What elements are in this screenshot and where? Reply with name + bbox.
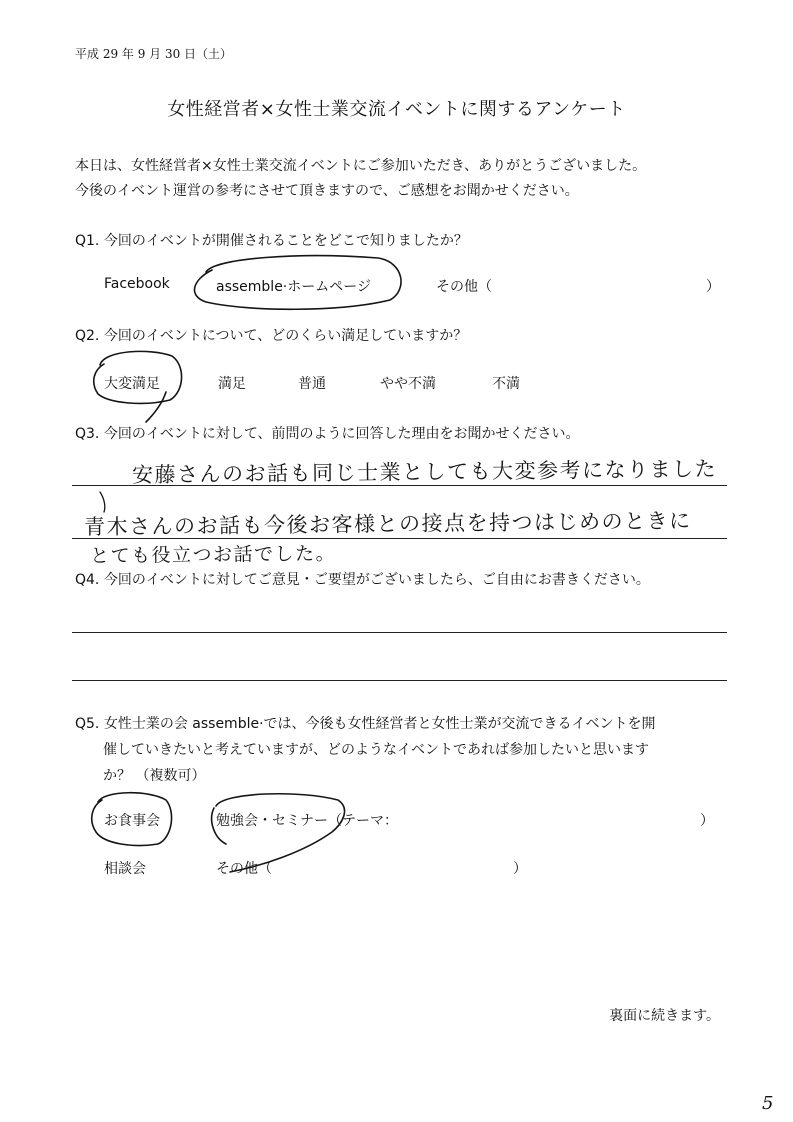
q5-question-line-3: か？ （複数可）	[103, 768, 206, 784]
page-number: 5	[762, 1093, 774, 1114]
q5-option-dinner[interactable]: お食事会	[104, 813, 160, 829]
q1-selection-circle	[195, 256, 402, 310]
intro-line-1: 本日は、女性経営者×女性士業交流イベントにご参加いただき、ありがとうございました。	[75, 158, 647, 174]
stray-stroke	[100, 492, 105, 512]
q2-selection-circle	[94, 351, 182, 403]
q5-option-consultation[interactable]: 相談会	[104, 861, 146, 877]
q5-question-line-2: 催していきたいと考えていますが、どのようなイベントであれば参加したいと思います	[103, 742, 649, 758]
q2-selection-tail	[146, 392, 166, 422]
page-title: 女性経営者×女性士業交流イベントに関するアンケート	[167, 99, 626, 120]
q5-dinner-circle	[92, 793, 172, 846]
q1-option-other[interactable]: その他（	[436, 279, 492, 295]
q2-option-neutral[interactable]: 普通	[298, 376, 326, 392]
q5-seminar-circle	[216, 794, 345, 872]
q3-question: Q3. 今回のイベントに対して、前問のように回答した理由をお聞かせください。	[75, 426, 580, 442]
q5-seminar-circle-start	[212, 808, 226, 844]
intro-line-2: 今後のイベント運営の参考にさせて頂きますので、ご感想をお聞かせください。	[75, 183, 579, 199]
q3-handwritten-line-2: 青木さんのお話も今後お客様との接点を持つはじめのときに	[83, 508, 692, 540]
q2-question: Q2. 今回のイベントについて、どのくらい満足していますか？	[75, 328, 468, 344]
q5-seminar-close-paren: ）	[700, 813, 714, 829]
survey-date: 平成 29 年 9 月 30 日（土）	[75, 47, 233, 61]
q2-option-somewhat-dissatisfied[interactable]: やや不満	[380, 376, 436, 392]
q5-option-seminar[interactable]: 勉強会・セミナー（テーマ：	[216, 813, 398, 829]
q5-other-close-paren: ）	[513, 861, 527, 877]
q1-close-paren: ）	[706, 279, 720, 295]
q4-question: Q4. 今回のイベントに対してご意見・ご要望がございましたら、ご自由にお書きください。	[75, 572, 650, 588]
q5-question-line-1: Q5. 女性士業の会 assemble·では、今後も女性経営者と女性士業が交流できるイベントを開	[75, 716, 656, 732]
q3-handwritten-line-1: 安藤さんのお話も同じ士業としても大変参考になりました	[131, 456, 718, 488]
continued-note: 裏面に続きます。	[609, 1008, 720, 1024]
q5-option-other[interactable]: その他（	[216, 861, 272, 877]
q1-question: Q1. 今回のイベントが開催されることをどこで知りましたか？	[75, 233, 468, 249]
q2-option-satisfied[interactable]: 満足	[218, 376, 246, 392]
q1-option-facebook[interactable]: Facebook	[104, 276, 170, 292]
q2-option-very-satisfied[interactable]: 大変満足	[104, 376, 160, 392]
q3-handwritten-line-3: とても役立つお話でした。	[89, 542, 337, 568]
q2-option-dissatisfied[interactable]: 不満	[492, 376, 520, 392]
q1-option-homepage[interactable]: assemble·ホームページ	[216, 279, 371, 295]
